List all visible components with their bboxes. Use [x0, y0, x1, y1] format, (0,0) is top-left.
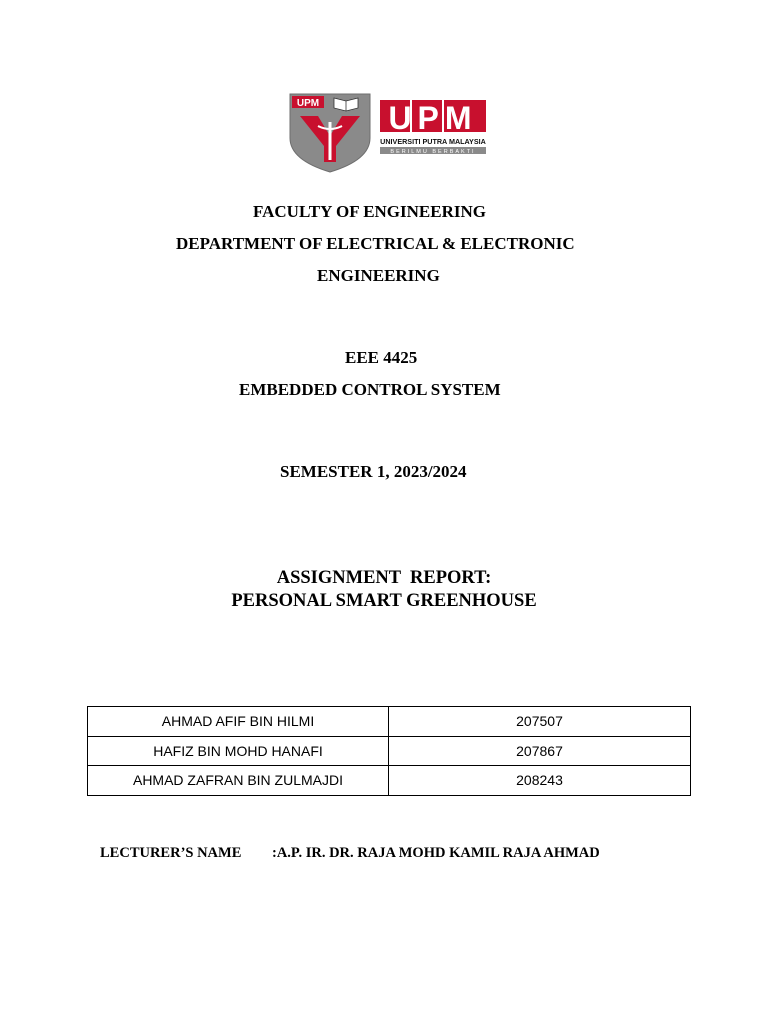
student-id: 207507	[389, 707, 691, 737]
lecturer-line	[100, 845, 600, 862]
department-heading-line1: DEPARTMENT OF ELECTRICAL & ELECTRONIC	[176, 234, 575, 253]
university-name: UNIVERSITI PUTRA MALAYSIA	[380, 137, 486, 146]
report-title-line2: PERSONAL SMART GREENHOUSE	[231, 591, 537, 611]
faculty-heading: FACULTY OF ENGINEERING	[253, 202, 486, 221]
course-code: EEE 4425	[345, 348, 418, 367]
upm-logo	[288, 92, 488, 174]
shield-text: UPM	[296, 98, 320, 109]
table-row	[88, 766, 691, 796]
wordmark: UPM	[388, 100, 478, 136]
students-table	[87, 706, 691, 796]
lecturer-name: :A.P. IR. DR. RAJA MOHD KAMIL RAJA AHMAD	[272, 845, 600, 861]
table-row	[88, 707, 691, 737]
course-name: EMBEDDED CONTROL SYSTEM	[239, 380, 501, 399]
student-id: 207867	[389, 736, 691, 766]
student-name: AHMAD ZAFRAN BIN ZULMAJDI	[88, 766, 389, 796]
department-heading-line2: ENGINEERING	[317, 266, 440, 285]
student-id: 208243	[389, 766, 691, 796]
university-motto: BERILMU BERBAKTI	[390, 149, 476, 155]
semester: SEMESTER 1, 2023/2024	[280, 462, 467, 481]
lecturer-label: LECTURER’S NAME	[100, 845, 242, 861]
report-title-line1: ASSIGNMENT REPORT:	[276, 568, 492, 588]
student-name: AHMAD AFIF BIN HILMI	[88, 707, 389, 737]
student-name: HAFIZ BIN MOHD HANAFI	[88, 736, 389, 766]
table-row	[88, 736, 691, 766]
